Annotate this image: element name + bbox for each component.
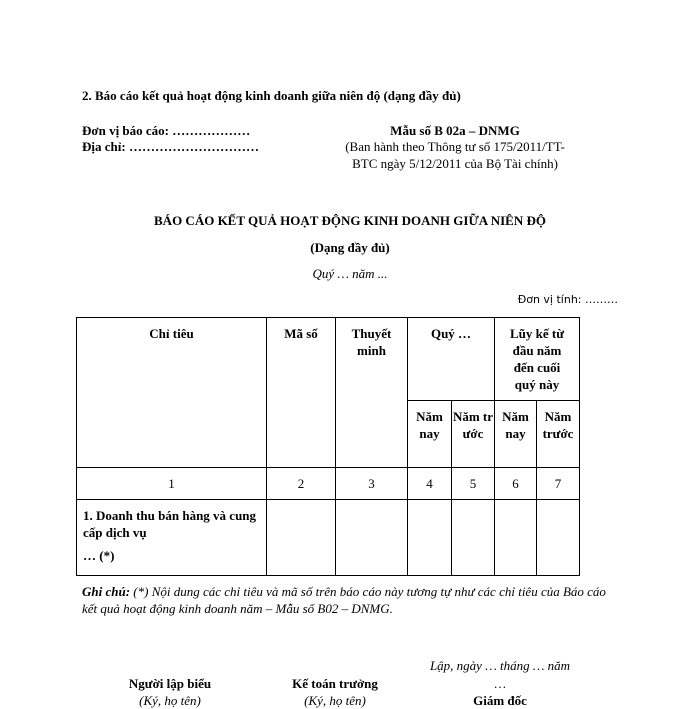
signature-preparer-sub: (Ký, họ tên)	[139, 693, 201, 708]
report-subtitle: (Dạng đầy đủ)	[310, 240, 390, 255]
row-indicator-cell	[77, 500, 267, 576]
row-quarter-this-year-cell	[408, 500, 452, 576]
header-indicator: Chỉ tiêu	[77, 318, 267, 468]
row-indicator-continuation: … (*)	[83, 548, 115, 563]
column-number: 1	[77, 468, 267, 500]
reporting-unit-label: Đơn vị báo cáo: ………………	[82, 123, 251, 138]
row-quarter-last-year-cell	[452, 500, 495, 576]
signature-preparer: Người lập biểu	[128, 676, 212, 691]
row-explanation-cell	[336, 500, 408, 576]
header-ytd-this-year: Năm nay	[495, 401, 537, 468]
footnote	[82, 583, 622, 617]
signature-date-line: Lập, ngày … tháng … năm	[429, 658, 571, 673]
table-row	[77, 500, 580, 576]
column-number: 5	[452, 468, 495, 500]
report-period: Quý … năm ...	[312, 266, 388, 281]
income-statement-table	[76, 317, 580, 576]
column-number: 4	[408, 468, 452, 500]
signature-date-dots: …	[493, 676, 507, 691]
row-code-cell	[267, 500, 336, 576]
header-code: Mã số	[267, 318, 336, 468]
report-title: BÁO CÁO KẾT QUẢ HOẠT ĐỘNG KINH DOANH GIỮA NIÊN ĐỘ	[154, 213, 546, 228]
header-quarter: Quý …	[408, 318, 495, 401]
form-number: Mẫu số B 02a – DNMG	[390, 123, 520, 138]
form-regulation-note-line1: (Ban hành theo Thông tư số 175/2011/TT-	[345, 139, 565, 154]
column-number: 2	[267, 468, 336, 500]
row-ytd-this-year-cell	[495, 500, 537, 576]
header-ytd-last-year: Năm trước	[537, 401, 580, 468]
form-regulation-note-line2: BTC ngày 5/12/2011 của Bộ Tài chính)	[352, 156, 558, 171]
column-number: 7	[537, 468, 580, 500]
currency-unit-label: Đơn vị tính: ………	[517, 293, 618, 306]
signature-chief-accountant: Kế toán trưởng	[292, 676, 378, 691]
header-explanation: Thuyết minh	[336, 318, 408, 468]
row-indicator-text: 1. Doanh thu bán hàng và cung cấp dịch vụ	[83, 508, 257, 540]
row-ytd-last-year-cell	[537, 500, 580, 576]
signature-chief-accountant-sub: (Ký, họ tên)	[304, 693, 366, 708]
header-ytd: Lũy kế từ đầu năm đến cuối quý này	[495, 318, 580, 401]
section-heading: 2. Báo cáo kết quả hoạt động kinh doanh giữa niên độ (dạng đầy đủ)	[82, 88, 461, 103]
address-label: Địa chỉ: …………………………	[82, 139, 259, 154]
header-quarter-last-year: Năm trước	[452, 401, 495, 468]
header-quarter-this-year: Năm nay	[408, 401, 452, 468]
signature-director: Giám đốc	[473, 693, 527, 708]
footnote-text: (*) Nội dung các chỉ tiêu và mã số trên báo cáo này tương tự như các chỉ tiêu của Báo cáo kết quả hoạt động kinh doanh năm – Mẫu số B02 – DNMG.	[82, 584, 606, 616]
footnote-label: Ghi chú:	[82, 584, 131, 599]
column-number: 6	[495, 468, 537, 500]
column-number: 3	[336, 468, 408, 500]
